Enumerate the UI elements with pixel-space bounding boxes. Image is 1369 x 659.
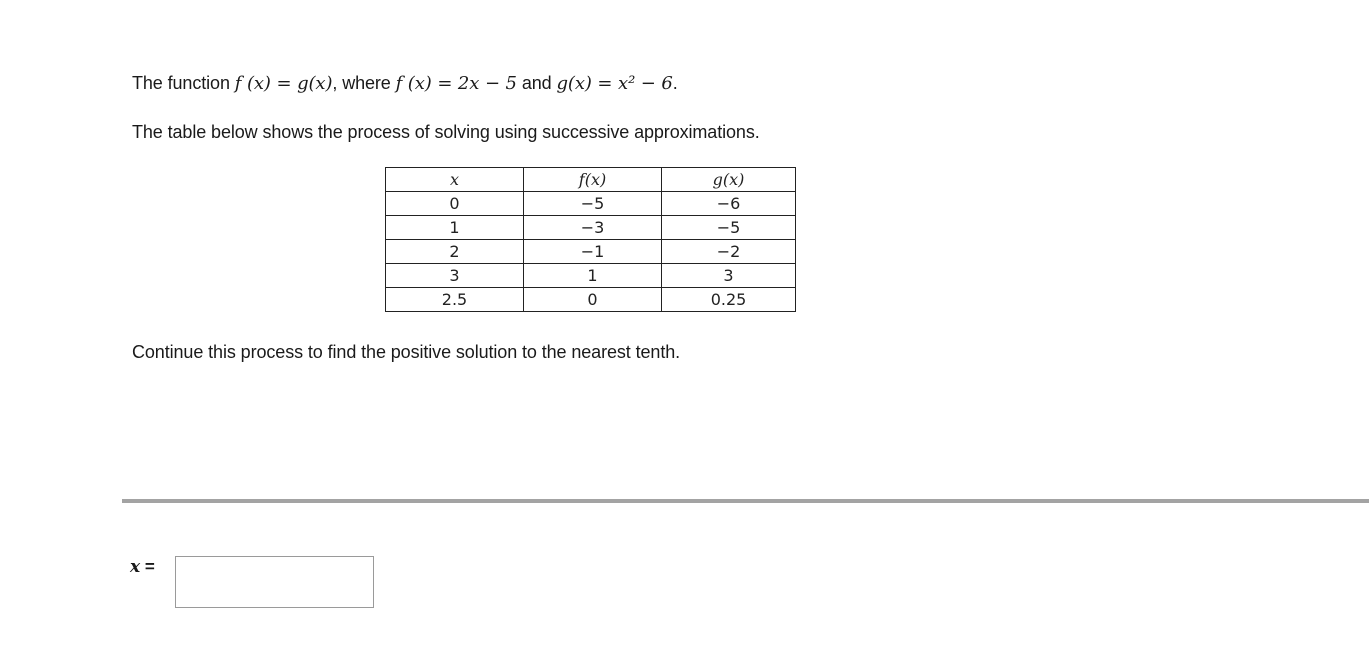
table-header-row [386,168,796,192]
cell-x: 1 [386,216,524,240]
answer-input[interactable] [175,556,374,608]
table-row [386,216,796,240]
table-row [386,288,796,312]
cell-f: −1 [524,240,662,264]
cell-f: −5 [524,192,662,216]
equation-f-equals-g: f (x) = g(x) [234,73,333,94]
function-statement [132,73,678,94]
approximation-table [385,167,796,312]
cell-f: −3 [524,216,662,240]
cell-x: 3 [386,264,524,288]
header-g: g(x) [662,168,796,192]
header-f: f(x) [524,168,662,192]
cell-x: 2 [386,240,524,264]
statement-text-4: . [672,73,678,93]
section-divider [122,499,1369,503]
statement-text-3: and [516,73,557,93]
answer-variable: x [130,557,141,577]
table-row [386,192,796,216]
equation-f-definition: f (x) = 2x − 5 [395,73,517,94]
cell-g: −6 [662,192,796,216]
answer-equals: = [140,557,155,576]
header-x: x [386,168,524,192]
answer-label [130,557,155,577]
statement-text-1: The function [132,73,235,93]
cell-x: 0 [386,192,524,216]
instruction-text: Continue this process to find the positive solution to the nearest tenth. [132,342,681,362]
table-intro-text: The table below shows the process of solving using successive approximations. [132,122,760,142]
cell-f: 0 [524,288,662,312]
cell-f: 1 [524,264,662,288]
cell-x: 2.5 [386,288,524,312]
statement-text-2: , where [332,73,396,93]
table-row [386,240,796,264]
table-row [386,264,796,288]
cell-g: −2 [662,240,796,264]
equation-g-definition: g(x) = x² − 6 [556,73,673,94]
cell-g: −5 [662,216,796,240]
cell-g: 0.25 [662,288,796,312]
cell-g: 3 [662,264,796,288]
